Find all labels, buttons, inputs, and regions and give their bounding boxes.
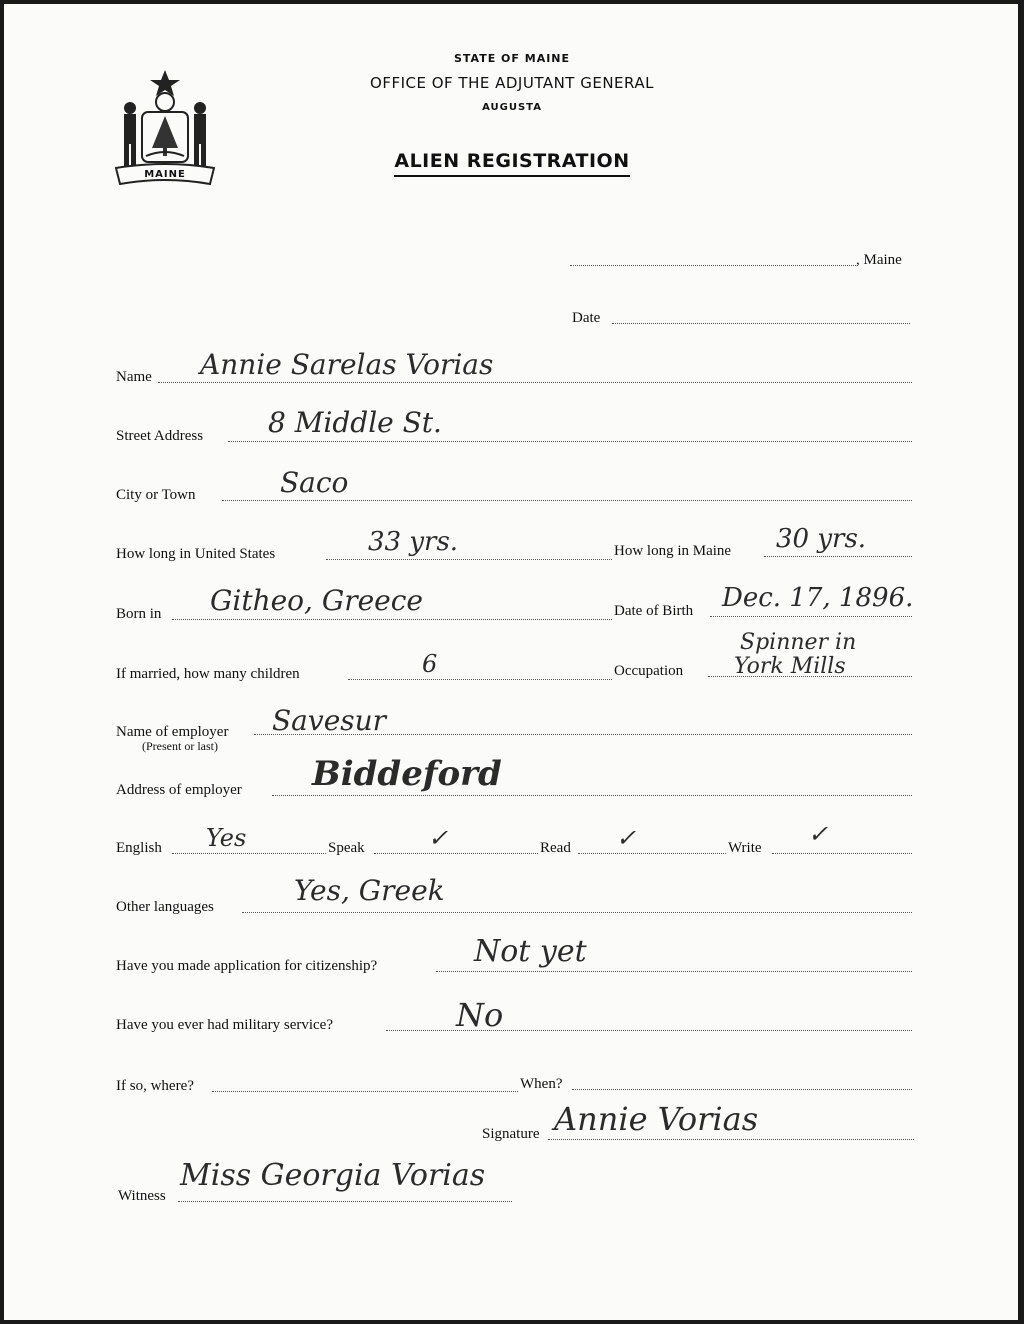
citizenship-line bbox=[436, 971, 912, 972]
place-maine-label: , Maine bbox=[856, 252, 902, 268]
witness-value: Miss Georgia Vorias bbox=[180, 1158, 486, 1193]
name-value: Annie Sarelas Vorias bbox=[200, 348, 494, 381]
form-title: ALIEN REGISTRATION bbox=[394, 150, 629, 177]
born-in-line bbox=[172, 619, 612, 620]
citizenship-label: Have you made application for citizenship? bbox=[116, 958, 378, 974]
read-label: Read bbox=[540, 840, 571, 856]
when-line bbox=[572, 1089, 912, 1090]
city-value: Saco bbox=[280, 466, 349, 499]
military-label: Have you ever had military service? bbox=[116, 1017, 333, 1033]
header-city: AUGUSTA bbox=[482, 102, 542, 113]
where-line bbox=[212, 1091, 518, 1092]
employer-address-label: Address of employer bbox=[116, 782, 242, 798]
employer-label: Name of employer bbox=[116, 724, 229, 740]
registration-form bbox=[4, 4, 1018, 1320]
employer-address-value: Biddeford bbox=[312, 754, 502, 794]
how-long-us-label: How long in United States bbox=[116, 546, 276, 562]
write-line bbox=[772, 853, 912, 854]
signature-label: Signature bbox=[482, 1126, 540, 1142]
signature-value: Annie Vorias bbox=[554, 1100, 759, 1138]
header-state: STATE OF MAINE bbox=[453, 52, 571, 65]
seal-banner-text: MAINE bbox=[144, 169, 186, 180]
military-value: No bbox=[456, 996, 504, 1034]
other-languages-value: Yes, Greek bbox=[294, 874, 445, 907]
header-office: OFFICE OF THE ADJUTANT GENERAL bbox=[370, 74, 654, 92]
occupation-value-line2: York Mills bbox=[734, 654, 846, 679]
signature-line bbox=[548, 1139, 914, 1140]
other-languages-line bbox=[242, 912, 912, 913]
street-line bbox=[228, 441, 912, 442]
when-label: When? bbox=[520, 1076, 563, 1092]
read-value: ✓ bbox=[616, 824, 637, 852]
born-in-label: Born in bbox=[116, 606, 162, 622]
occupation-label: Occupation bbox=[614, 663, 684, 679]
write-value: ✓ bbox=[808, 820, 829, 848]
employer-address-line bbox=[272, 795, 912, 796]
date-label: Date bbox=[572, 310, 601, 326]
how-long-us-line bbox=[326, 559, 612, 560]
children-label: If married, how many children bbox=[116, 666, 300, 682]
speak-label: Speak bbox=[328, 840, 365, 856]
employer-value: Savesur bbox=[272, 704, 387, 737]
employer-note: (Present or last) bbox=[142, 739, 218, 753]
other-languages-label: Other languages bbox=[116, 899, 214, 915]
city-label: City or Town bbox=[116, 487, 196, 503]
date-line bbox=[612, 323, 910, 324]
occupation-value-line1: Spinner in bbox=[740, 630, 857, 655]
speak-line bbox=[374, 853, 538, 854]
dob-label: Date of Birth bbox=[614, 603, 694, 619]
place-line bbox=[570, 265, 856, 266]
name-line bbox=[158, 382, 912, 383]
how-long-maine-label: How long in Maine bbox=[614, 543, 732, 559]
english-line bbox=[172, 853, 326, 854]
english-label: English bbox=[116, 840, 162, 856]
write-label: Write bbox=[728, 840, 762, 856]
street-value: 8 Middle St. bbox=[268, 406, 442, 439]
dob-line bbox=[710, 616, 912, 617]
speak-value: ✓ bbox=[428, 824, 449, 852]
english-value: Yes bbox=[206, 824, 247, 852]
citizenship-value: Not yet bbox=[474, 934, 587, 969]
name-label: Name bbox=[116, 369, 152, 385]
city-line bbox=[222, 500, 912, 501]
read-line bbox=[578, 853, 726, 854]
witness-line bbox=[178, 1201, 512, 1202]
witness-label: Witness bbox=[118, 1188, 166, 1204]
children-value: 6 bbox=[422, 650, 438, 678]
how-long-us-value: 33 yrs. bbox=[368, 527, 459, 557]
where-label: If so, where? bbox=[116, 1078, 194, 1094]
street-label: Street Address bbox=[116, 428, 204, 444]
how-long-maine-line bbox=[764, 556, 912, 557]
children-line bbox=[348, 679, 612, 680]
how-long-maine-value: 30 yrs. bbox=[776, 524, 867, 554]
born-in-value: Githeo, Greece bbox=[210, 584, 423, 617]
dob-value: Dec. 17, 1896. bbox=[722, 583, 914, 613]
